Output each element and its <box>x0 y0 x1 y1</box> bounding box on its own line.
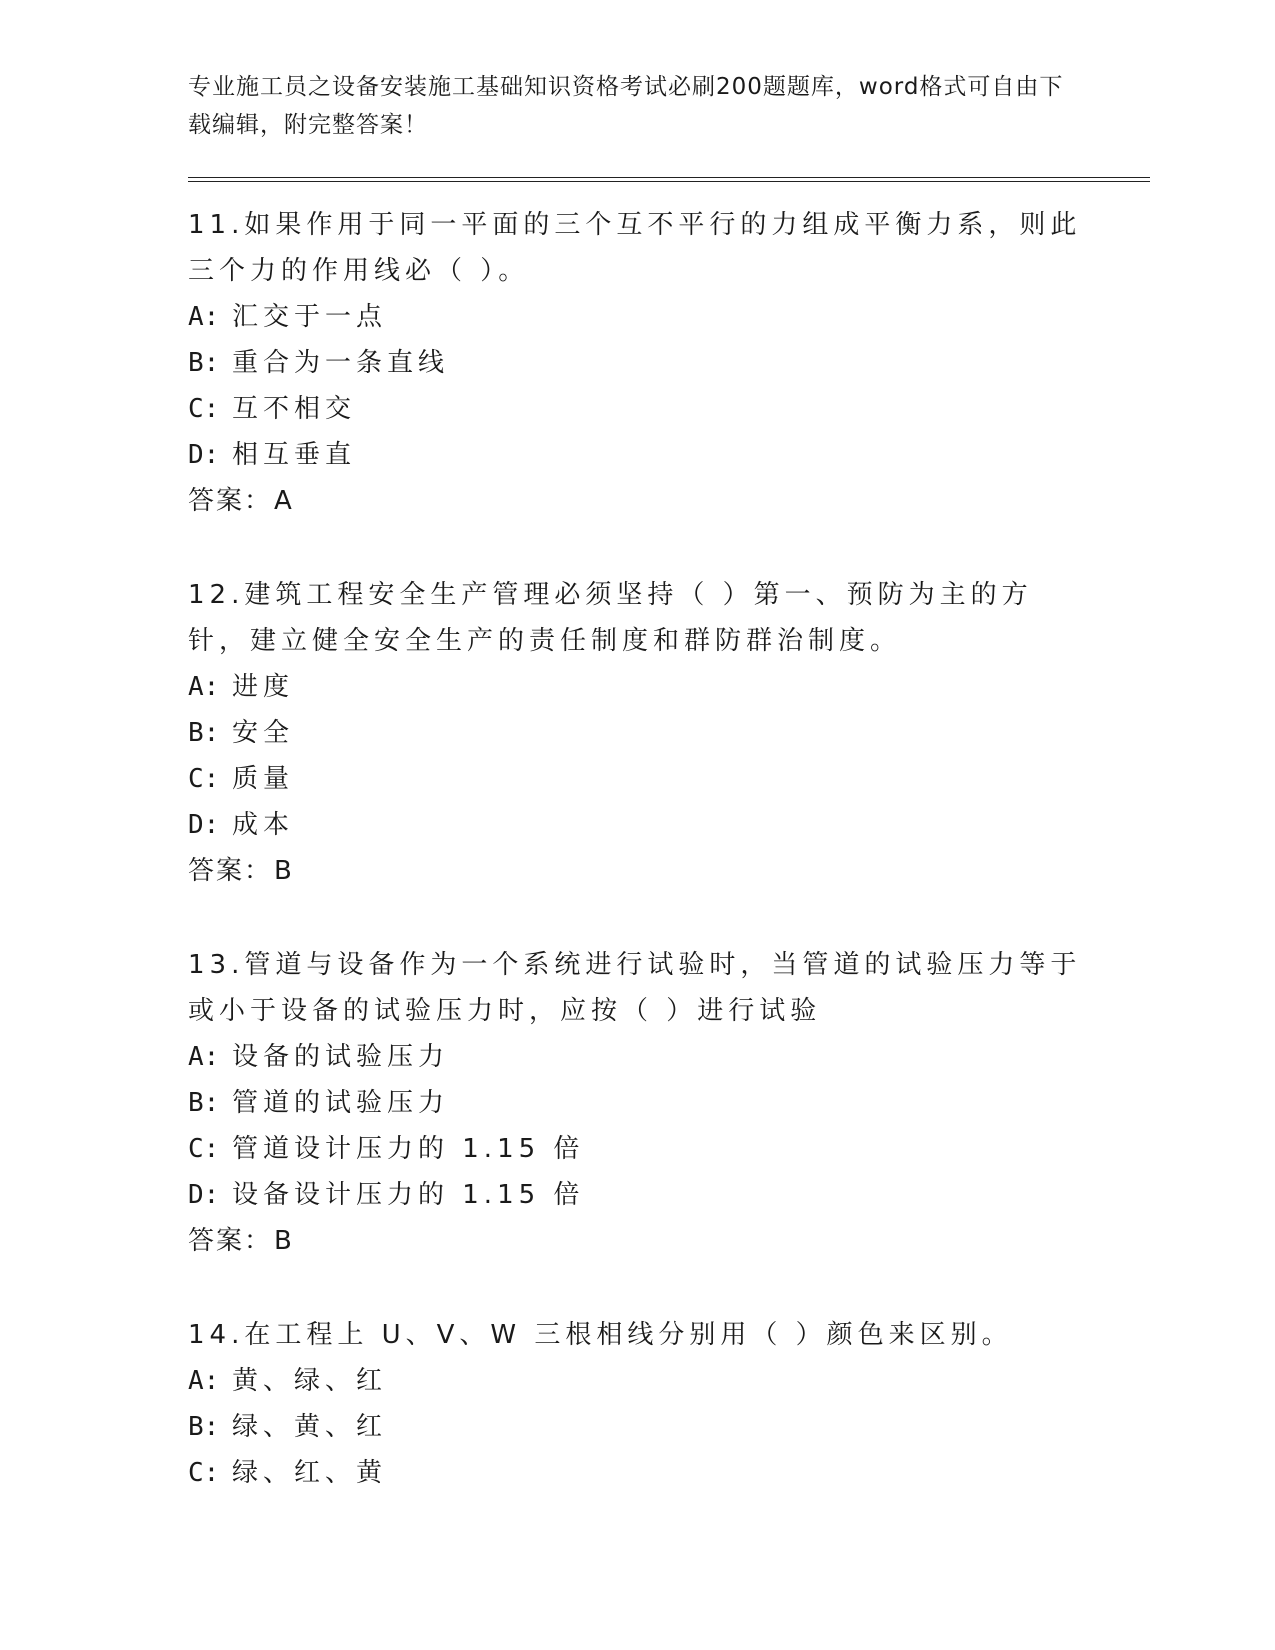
header-divider <box>188 177 1150 182</box>
question-11 <box>188 202 1150 524</box>
option-letter: D: <box>188 440 220 470</box>
option-letter: C: <box>188 1134 220 1164</box>
question-stem: 14.在工程上 U、V、W 三根相线分别用（ ）颜色来区别。 <box>188 1320 1013 1350</box>
option-text: 管道的试验压力 <box>232 1088 450 1118</box>
option-letter: B: <box>188 1412 220 1442</box>
option-text: 汇交于一点 <box>232 302 388 332</box>
document-page <box>188 68 1150 1496</box>
option-d <box>188 1172 1150 1218</box>
option-b <box>188 710 1150 756</box>
option-letter: C: <box>188 394 220 424</box>
option-letter: B: <box>188 718 220 748</box>
option-text: 设备设计压力的 1.15 倍 <box>232 1180 585 1210</box>
answer-value: B <box>274 856 294 886</box>
question-stem: 12.建筑工程安全生产管理必须坚持（ ）第一、预防为主的方针，建立健全安全生产的责任制度和群防群治制度。 <box>188 580 1033 656</box>
option-letter: B: <box>188 348 220 378</box>
option-letter: A: <box>188 302 220 332</box>
answer-label: 答案： <box>188 856 273 886</box>
option-letter: A: <box>188 1042 220 1072</box>
option-text: 安全 <box>232 718 295 748</box>
option-letter: D: <box>188 1180 220 1210</box>
question-stem: 13.管道与设备作为一个系统进行试验时，当管道的试验压力等于或小于设备的试验压力时，应按（ ）进行试验 <box>188 950 1082 1026</box>
option-text: 绿、红、黄 <box>232 1458 388 1488</box>
answer-line <box>188 848 1150 894</box>
question-14 <box>188 1312 1150 1496</box>
option-letter: A: <box>188 1366 220 1396</box>
question-12 <box>188 572 1150 894</box>
option-b <box>188 1080 1150 1126</box>
option-c <box>188 1126 1150 1172</box>
option-text: 管道设计压力的 1.15 倍 <box>232 1134 585 1164</box>
option-a <box>188 294 1150 340</box>
option-text: 互不相交 <box>232 394 357 424</box>
option-letter: D: <box>188 810 220 840</box>
option-letter: A: <box>188 672 220 702</box>
question-stem: 11.如果作用于同一平面的三个互不平行的力组成平衡力系，则此三个力的作用线必（ ）。 <box>188 210 1082 286</box>
option-a <box>188 1358 1150 1404</box>
option-text: 绿、黄、红 <box>232 1412 388 1442</box>
option-d <box>188 432 1150 478</box>
option-letter: C: <box>188 1458 220 1488</box>
option-text: 设备的试验压力 <box>232 1042 450 1072</box>
answer-value: B <box>274 1226 294 1256</box>
option-text: 进度 <box>232 672 295 702</box>
option-text: 黄、绿、红 <box>232 1366 388 1396</box>
document-title: 专业施工员之设备安装施工基础知识资格考试必刷200题题库，word格式可自由下载编辑，附完整答案！ <box>188 74 1064 138</box>
answer-line <box>188 1218 1150 1264</box>
option-letter: C: <box>188 764 220 794</box>
option-a <box>188 664 1150 710</box>
answer-value: A <box>274 486 294 516</box>
option-text: 成本 <box>232 810 295 840</box>
question-13 <box>188 942 1150 1264</box>
option-b <box>188 1404 1150 1450</box>
option-letter: B: <box>188 1088 220 1118</box>
option-text: 质量 <box>232 764 295 794</box>
option-c <box>188 756 1150 802</box>
answer-line <box>188 478 1150 524</box>
option-a <box>188 1034 1150 1080</box>
option-b <box>188 340 1150 386</box>
option-text: 相互垂直 <box>232 440 357 470</box>
answer-label: 答案： <box>188 1226 273 1256</box>
option-d <box>188 802 1150 848</box>
option-text: 重合为一条直线 <box>232 348 450 378</box>
option-c <box>188 1450 1150 1496</box>
option-c <box>188 386 1150 432</box>
answer-label: 答案： <box>188 486 273 516</box>
